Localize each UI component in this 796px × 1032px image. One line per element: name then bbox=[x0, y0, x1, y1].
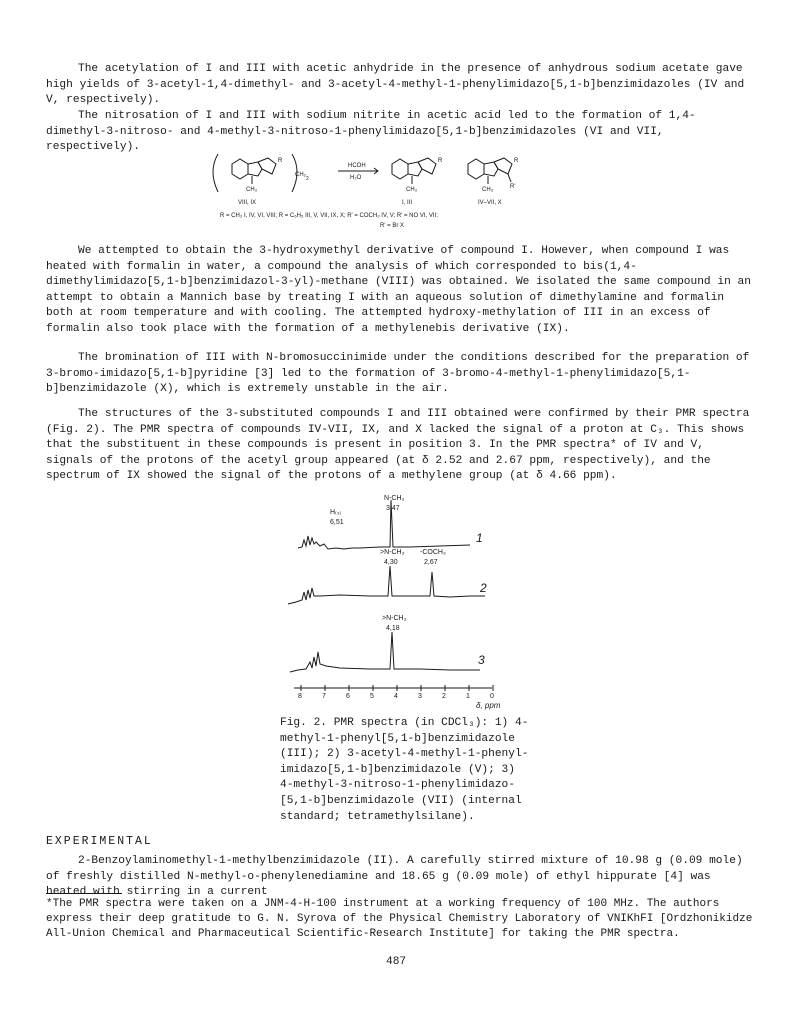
page-number: 487 bbox=[386, 956, 407, 968]
spectrum-label-3: 3 bbox=[478, 653, 485, 667]
scheme-ch3-2: CH₃ bbox=[406, 187, 418, 193]
axis-tick-2: 2 bbox=[442, 693, 446, 700]
experimental-text: A carefully stirred mixture of 10.98 g (0.09 mole) of freshly distilled N-methyl-o-phenylenediamine and 18.65 g (0.09 mole) of ethyl hippurate [4] was heated with stirring in a current bbox=[46, 855, 743, 899]
peak-label-4: -COCH₃ bbox=[420, 549, 446, 556]
footnote: *The PMR spectra were taken on a JNM-4-H-100 instrument at a working frequency of 100 MHz. The authors express their deep gratitude to G. N. Syrova of the Physical Chemistry Laboratory of VNIKhFI [Ordzhonikidze All-Union Chemical and Pharmaceutical Scientific-Research Institute] for taking the PMR spectra. bbox=[46, 898, 753, 941]
paragraph-acetylation: The acetylation of I and III with acetic anhydride in the presence of anhydrous sodium acetate gave high yields of 3-acetyl-1,4-dimethyl- and 3-acetyl-4-methyl-1-phenylimidazo[5,1-b]benzimidazoles (IV and V, respectively). bbox=[46, 63, 745, 107]
peak-label-1: N-CH₃ bbox=[384, 495, 405, 502]
paragraph-hydroxymethyl: We attempted to obtain the 3-hydroxymethyl derivative of compound I. However, when compound I was heated with formalin in water, a compound the analysis of which corresponded to bis(1,4-dimethylimidazo[5,1-b]benzimidazol-3-yl)-methane (VIII) was obtained. We isolated the same compound in an attempt to obtain a Mannich base by treating I with an aqueous solution of dimethylamine and formalin both at room temperature and with cooling. The attempted hydroxy-methylation of III in an excess of formalin also took place with the formation of a methylenebis derivative (IX). bbox=[46, 245, 751, 335]
peak-value-3: 4,30 bbox=[384, 559, 398, 566]
paragraph-nitrosation: The nitrosation of I and III with sodium nitrite in acetic acid led to the formation of 1,4-dimethyl-3-nitroso- and 4-methyl-3-nitroso-1-phenylimidazo[5,1-b]benzimidazoles (VI and VII, respectively). bbox=[46, 110, 696, 154]
peak-label-3: >N-CH₃ bbox=[380, 549, 405, 556]
scheme-legend-2: R' = Br X bbox=[380, 223, 404, 229]
pmr-spectra-figure bbox=[280, 492, 520, 712]
footnote-rule bbox=[46, 893, 122, 894]
reaction-scheme bbox=[200, 146, 600, 230]
scheme-ch3-1: CH₃ bbox=[246, 187, 258, 193]
scheme-label-2: I, III bbox=[402, 200, 413, 206]
axis-tick-4: 4 bbox=[394, 693, 398, 700]
figure-caption: Fig. 2. PMR spectra (in CDCl₃): 1) 4-methyl-1-phenyl[5,1-b]benzimidazole (III); 2) 3-acetyl-4-methyl-1-phenyl-imidazo[5,1-b]benzimidazole (V); 3) 4-methyl-3-nitroso-1-phenylimidazo-[5,1-b]benzimidazole (VII) (internal standard; tetramethylsilane). bbox=[280, 717, 529, 823]
section-heading-experimental: EXPERIMENTAL bbox=[46, 835, 153, 848]
peak-value-1: 3,47 bbox=[386, 505, 400, 512]
scheme-r-prime: R' bbox=[510, 184, 516, 190]
peak-label-2: H₍₃₎ bbox=[330, 509, 342, 516]
axis-tick-6: 6 bbox=[346, 693, 350, 700]
scheme-r-3: R bbox=[514, 158, 519, 164]
peak-value-4: 2,67 bbox=[424, 559, 438, 566]
scheme-bridge: CH₂ bbox=[295, 172, 306, 178]
experimental-compound-title: 2-Benzoylaminomethyl-1-methylbenzimidazole (II). bbox=[78, 855, 401, 867]
scheme-reagent-bottom: H₂O bbox=[350, 175, 362, 181]
scheme-r-2: R bbox=[438, 158, 443, 164]
peak-label-5: >N-CH₃ bbox=[382, 615, 407, 622]
paragraph-structures: The structures of the 3-substituted compounds I and III obtained were confirmed by their PMR spectra (Fig. 2). The PMR spectra of compounds IV-VII, IX, and X lacked the signal of a proton at C₃. This shows that the substituent in these compounds is present in position 3. In the PMR spectra* of IV and V, signals of the protons of the acetyl group appeared (at δ 2.52 and 2.67 ppm, respectively), and the spectrum of IX showed the signal of the protons of a methylene group (at δ 4.66 ppm). bbox=[46, 408, 750, 483]
axis-tick-3: 3 bbox=[418, 693, 422, 700]
peak-value-2: 6,51 bbox=[330, 519, 344, 526]
axis-tick-7: 7 bbox=[322, 693, 326, 700]
axis-tick-5: 5 bbox=[370, 693, 374, 700]
axis-label: δ, ppm bbox=[476, 701, 501, 710]
scheme-reagent-top: HCOH bbox=[348, 163, 366, 169]
axis-tick-1: 1 bbox=[466, 693, 470, 700]
axis-tick-0: 0 bbox=[490, 693, 494, 700]
peak-value-5: 4,18 bbox=[386, 625, 400, 632]
scheme-legend-1: R = CH₃ I, IV, VI, VIII; R = C₆H₅ III, V, VII, IX, X; R' = COCH₃ IV, V; R' = NO VI, VII; bbox=[220, 213, 438, 219]
paragraph-experimental bbox=[46, 854, 754, 901]
spectrum-label-2: 2 bbox=[480, 581, 487, 595]
scheme-ch3-3: CH₃ bbox=[482, 187, 494, 193]
scheme-label-3: IV–VII, X bbox=[478, 200, 502, 206]
axis-tick-8: 8 bbox=[298, 693, 302, 700]
spectrum-label-1: 1 bbox=[476, 531, 483, 545]
scheme-subscript-2: 2 bbox=[306, 176, 309, 182]
paragraph-bromination: The bromination of III with N-bromosuccinimide under the conditions described for the preparation of 3-bromo-imidazo[5,1-b]pyridine [3] led to the formation of 3-bromo-4-methyl-1-phenylimidazo[5,1-b]benzimidazole (X), which is extremely unstable in the air. bbox=[46, 352, 750, 396]
scheme-label-1: VIII, IX bbox=[238, 200, 257, 206]
scheme-r-1: R bbox=[278, 158, 283, 164]
